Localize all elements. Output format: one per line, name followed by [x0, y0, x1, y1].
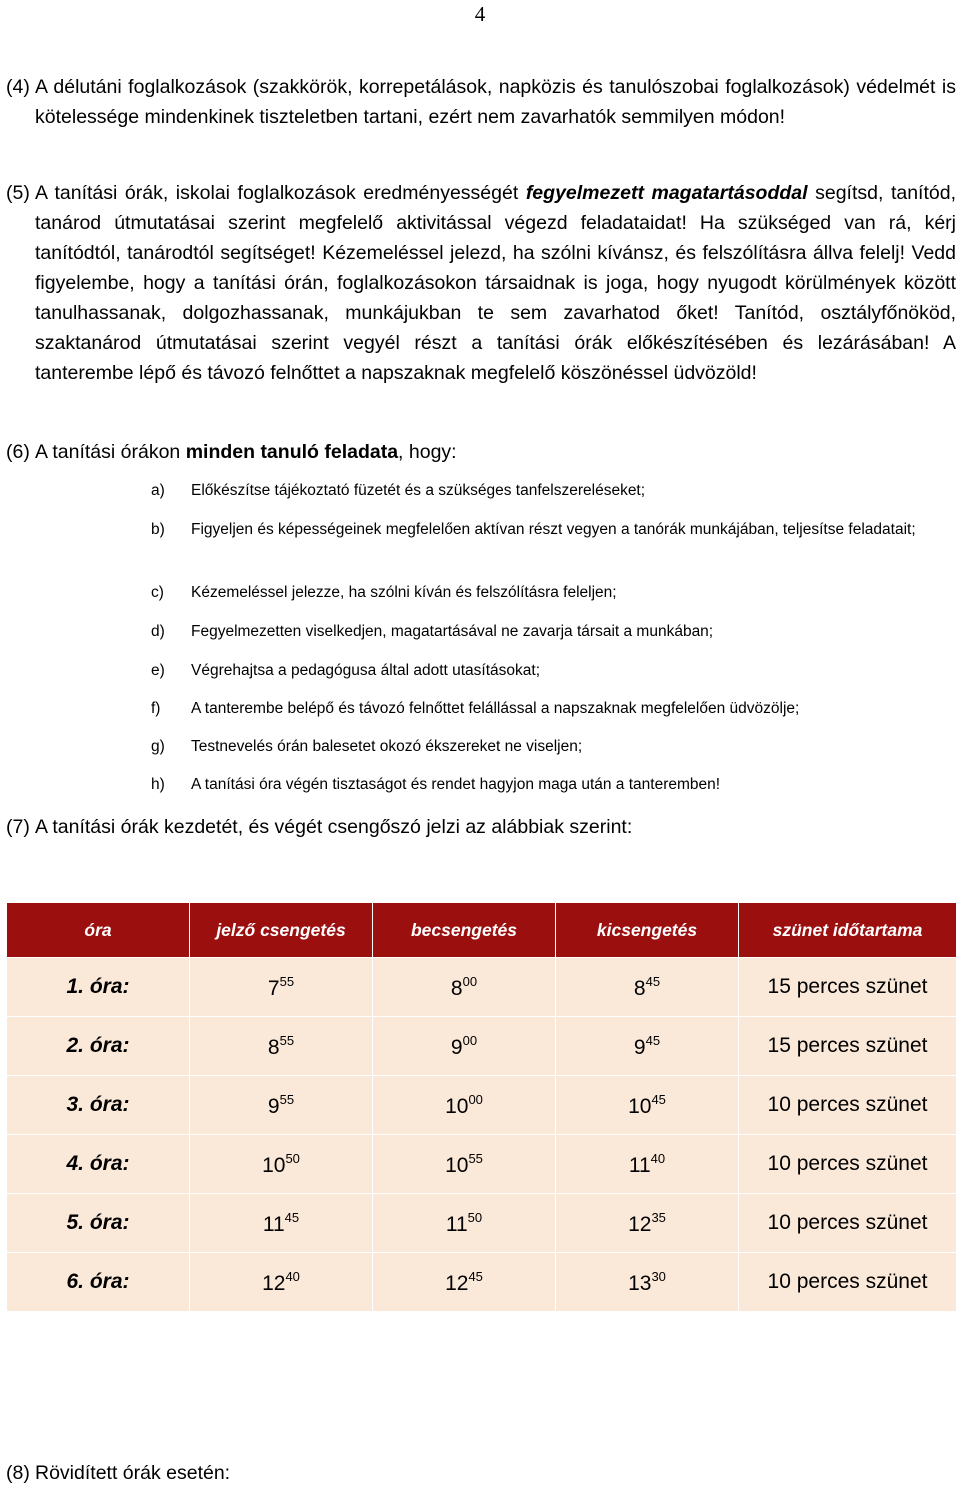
lesson-label: 3. óra: [7, 1076, 190, 1135]
time-minute: 00 [462, 973, 478, 989]
end-bell-time [556, 1253, 739, 1312]
list-item-text: Testnevelés órán balesetet okozó ékszereket ne viseljen; [191, 738, 583, 755]
end-bell-time [556, 1194, 739, 1253]
time-hour: 8 [450, 976, 463, 1000]
list-item [151, 621, 956, 643]
lesson-label: 6. óra: [7, 1253, 190, 1312]
time-hour: 8 [633, 976, 646, 1000]
text-segment: , hogy: [398, 441, 457, 463]
time-minute: 45 [645, 973, 661, 989]
start-bell-time [373, 1135, 556, 1194]
paragraph-number: (8) [6, 1462, 30, 1484]
list-item-text: A tanítási óra végén tisztaságot és rendet hagyjon maga után a tanteremben! [191, 776, 721, 793]
break-duration: 15 perces szünet [739, 1017, 957, 1076]
paragraph-8 [6, 1458, 230, 1488]
time-hour: 8 [267, 1035, 280, 1059]
table-row [7, 1253, 957, 1312]
list-item-letter: c) [151, 584, 164, 601]
time-minute: 45 [645, 1032, 661, 1048]
time-minute: 00 [462, 1032, 478, 1048]
end-bell-time [556, 1076, 739, 1135]
time-minute: 45 [651, 1091, 666, 1107]
time-hour: 9 [450, 1035, 463, 1059]
warning-bell-time [190, 1253, 373, 1312]
break-duration: 10 perces szünet [739, 1135, 957, 1194]
time-hour: 11 [445, 1212, 468, 1236]
start-bell-time [373, 1194, 556, 1253]
start-bell-time [373, 1076, 556, 1135]
column-header: szünet időtartama [739, 903, 957, 958]
list-item-text: Kézemeléssel jelezze, ha szólni kíván és felszólításra feleljen; [191, 584, 617, 601]
table-row [7, 1135, 957, 1194]
list-item-text: Előkészítse tájékoztató füzetét és a szükséges tanfelszereléseket; [191, 482, 646, 499]
lesson-label: 1. óra: [7, 958, 190, 1017]
column-header: jelző csengetés [190, 903, 373, 958]
break-duration: 10 perces szünet [739, 1076, 957, 1135]
warning-bell-time [190, 958, 373, 1017]
table-row [7, 1076, 957, 1135]
lesson-label: 4. óra: [7, 1135, 190, 1194]
list-item-text: A tanterembe belépő és távozó felnőttet felállással a napszaknak megfelelően üdvözölje; [191, 700, 800, 717]
page-number: 4 [474, 2, 486, 26]
list-item-letter: e) [151, 662, 165, 679]
end-bell-time [556, 958, 739, 1017]
time-hour: 7 [267, 976, 280, 1000]
paragraph-number: (7) [6, 816, 30, 838]
emphasis-text: fegyelmezett magatartásoddal [525, 182, 808, 204]
time-minute: 45 [468, 1268, 483, 1284]
table-row [7, 1017, 957, 1076]
paragraph-6 [6, 437, 956, 467]
paragraph-number: (5) [6, 182, 30, 204]
time-minute: 00 [468, 1091, 483, 1107]
time-minute: 50 [285, 1150, 300, 1166]
list-item-letter: g) [151, 738, 165, 755]
table-row [7, 958, 957, 1017]
time-hour: 10 [628, 1094, 652, 1118]
list-item [151, 582, 956, 604]
paragraph-7 [6, 812, 632, 842]
warning-bell-time [190, 1135, 373, 1194]
paragraph-text: A délutáni foglalkozások (szakkörök, korrepetálások, napközis és tanulószobai foglalkozások) védelmét is kötelessége mindenkinek tiszteletben tartani, ezért nem zavarhatók semmilyen módon! [35, 76, 956, 128]
list-item-letter: b) [151, 521, 165, 538]
time-hour: 11 [628, 1153, 651, 1177]
start-bell-time [373, 1017, 556, 1076]
table-row [7, 1194, 957, 1253]
time-hour: 13 [628, 1271, 652, 1295]
text-segment: A tanítási órák, iskolai foglalkozások eredményességét [35, 182, 526, 204]
time-hour: 9 [267, 1094, 280, 1118]
time-hour: 12 [628, 1212, 652, 1236]
list-item-letter: a) [151, 482, 165, 499]
list-item [151, 774, 956, 796]
bell-schedule-table [6, 902, 957, 1312]
table-header-row [7, 903, 957, 958]
time-minute: 40 [650, 1150, 666, 1166]
paragraph-number: (4) [6, 76, 30, 98]
end-bell-time [556, 1017, 739, 1076]
list-item-letter: f) [151, 700, 161, 717]
paragraph-5 [6, 178, 956, 388]
break-duration: 15 perces szünet [739, 958, 957, 1017]
end-bell-time [556, 1135, 739, 1194]
list-item [151, 736, 956, 758]
column-header: kicsengetés [556, 903, 739, 958]
break-duration: 10 perces szünet [739, 1194, 957, 1253]
start-bell-time [373, 1253, 556, 1312]
time-hour: 12 [445, 1271, 469, 1295]
warning-bell-time [190, 1194, 373, 1253]
column-header: óra [7, 903, 190, 958]
paragraph-text: A tanítási órák kezdetét, és végét csengőszó jelzi az alábbiak szerint: [35, 816, 633, 838]
paragraph-number: (6) [6, 441, 30, 463]
warning-bell-time [190, 1076, 373, 1135]
time-hour: 10 [445, 1153, 469, 1177]
list-item [151, 480, 956, 502]
text-segment: segítsd, tanítód, tanárod útmutatásai szerint megfelelő aktivitással végezd feladataidat! Ha szükséged van rá, kérj tanítódtól, tanárodtól segítséget! Kézemeléssel jelezd, ha szólni kívánsz, és felszólításra állva felelj! Vedd figyelembe, hogy a tanítási órán, foglalkozásokon társaidnak is joga, hogy nyugodt körülmények között tanulhassanak, dolgozhassanak, munkájukban te sem zavarhatod őket! Tanítód, osztályfőnököd, szaktanárod útmutatásai szerint vegyél részt a tanítási órák előkészítésében és lezárásában! A tanterembe lépő és távozó felnőttet a napszaknak megfelelő köszönéssel üdvözöld! [35, 182, 956, 384]
list-item [151, 698, 956, 720]
warning-bell-time [190, 1017, 373, 1076]
time-hour: 12 [262, 1271, 286, 1295]
time-minute: 55 [279, 973, 295, 989]
time-minute: 55 [468, 1150, 483, 1166]
time-minute: 55 [279, 1091, 295, 1107]
lesson-label: 5. óra: [7, 1194, 190, 1253]
time-minute: 55 [279, 1032, 295, 1048]
time-hour: 9 [633, 1035, 646, 1059]
time-hour: 11 [262, 1212, 285, 1236]
paragraph-text [35, 178, 956, 388]
time-minute: 35 [651, 1209, 666, 1225]
time-minute: 30 [651, 1268, 666, 1284]
start-bell-time [373, 958, 556, 1017]
paragraph-4 [6, 72, 956, 132]
time-minute: 50 [467, 1209, 483, 1225]
column-header: becsengetés [373, 903, 556, 958]
time-minute: 40 [285, 1268, 300, 1284]
paragraph-text [35, 437, 956, 467]
lesson-label: 2. óra: [7, 1017, 190, 1076]
list-item-text: Végrehajtsa a pedagógusa által adott utasításokat; [191, 662, 540, 679]
break-duration: 10 perces szünet [739, 1253, 957, 1312]
list-item-letter: h) [151, 776, 165, 793]
list-item [151, 519, 956, 541]
text-segment: A tanítási órákon [35, 441, 186, 463]
list-item-letter: d) [151, 623, 165, 640]
time-hour: 10 [445, 1094, 469, 1118]
emphasis-text: minden tanuló feladata [185, 441, 399, 463]
list-item [151, 660, 956, 682]
time-minute: 45 [284, 1209, 300, 1225]
list-item-text: Figyeljen és képességeinek megfelelően aktívan részt vegyen a tanórák munkájában, teljesítse feladatait; [191, 521, 916, 538]
list-item-text: Fegyelmezetten viselkedjen, magatartásával ne zavarja társait a munkában; [191, 623, 714, 640]
time-hour: 10 [262, 1153, 286, 1177]
paragraph-text: Rövidített órák esetén: [35, 1462, 231, 1484]
